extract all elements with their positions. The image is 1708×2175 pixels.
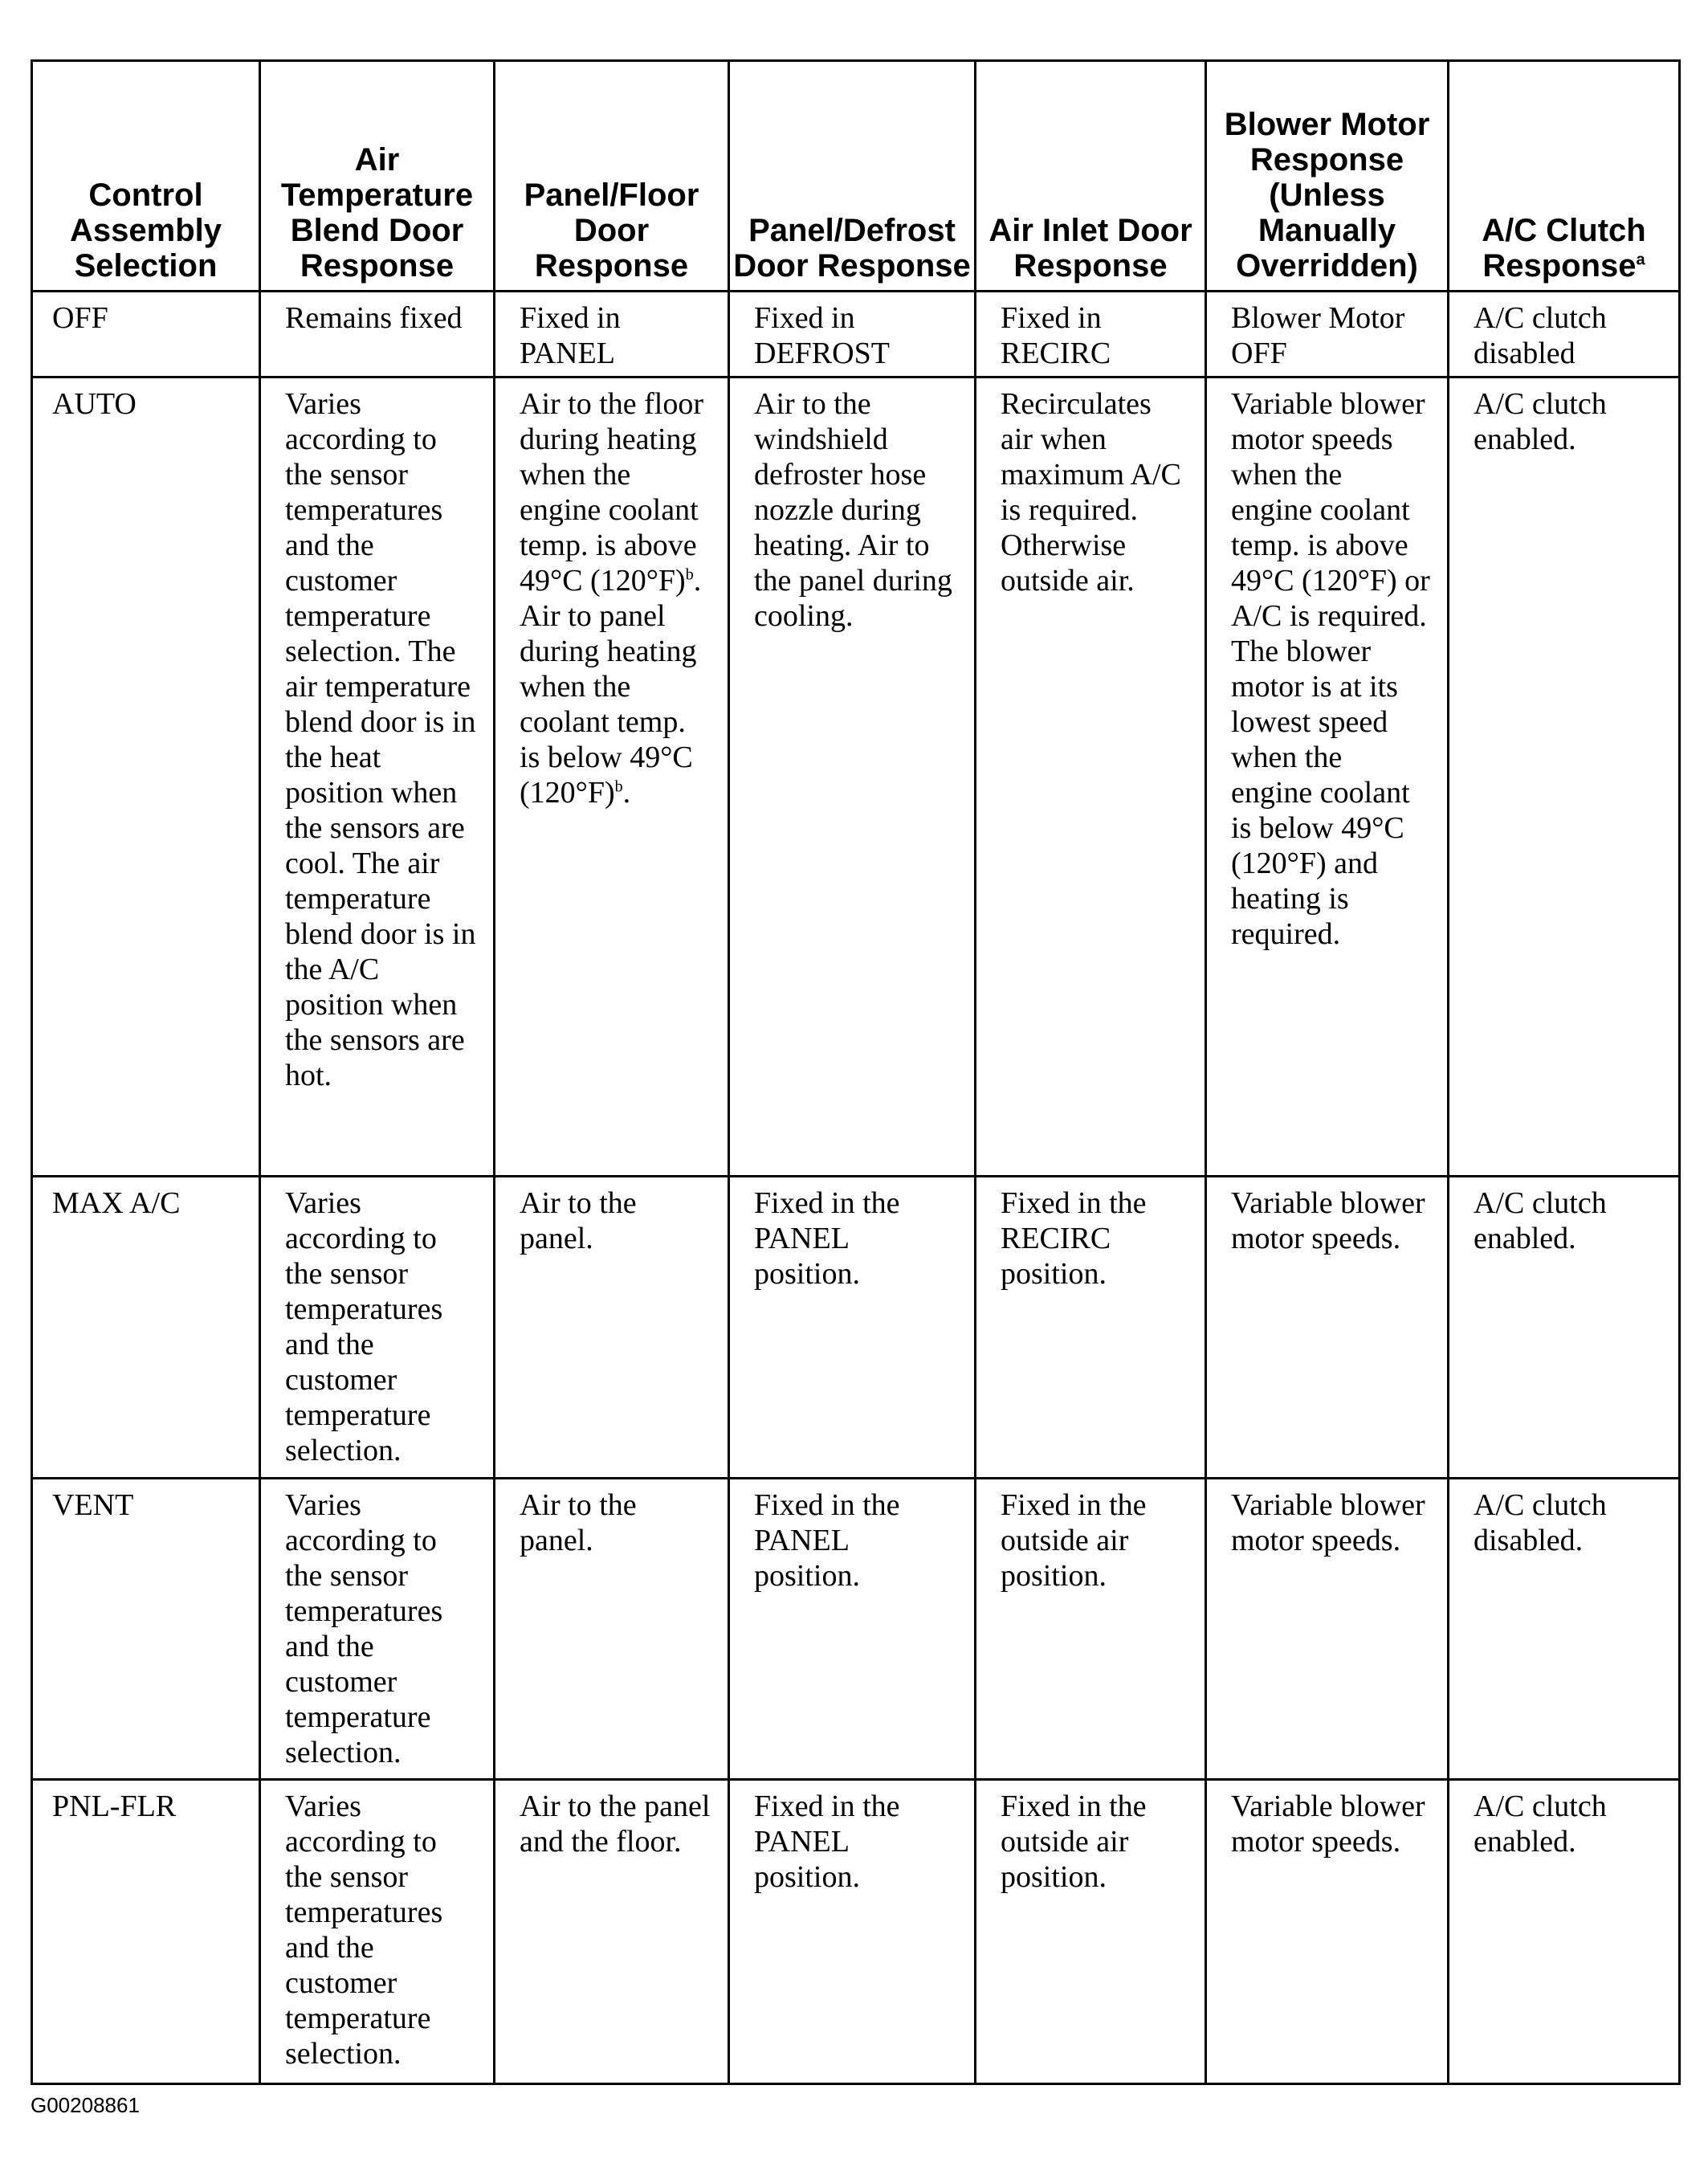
cell-air-inlet: Recirculates air when maximum A/C is required. Otherwise outside air. (976, 377, 1206, 1177)
header-air-inlet-door-response: Air Inlet Door Response (976, 61, 1206, 292)
cell-blower: Variable blower motor speeds when the engine coolant temp. is above 49°C (120°F) or A/C is required. The blower motor is at its lowest speed when the engine coolant is below 49°C (120°F) and heating is required. (1206, 377, 1449, 1177)
table-row (32, 377, 1680, 1177)
cell-panel-floor (495, 377, 729, 1177)
cell-air-inlet: Fixed in the RECIRC position. (976, 1176, 1206, 1478)
cell-text: . (622, 776, 631, 810)
cell-selection: MAX A/C (32, 1176, 260, 1478)
cell-ac-clutch: A/C clutch enabled. (1449, 377, 1680, 1177)
cell-air-inlet: Fixed in RECIRC (976, 292, 1206, 377)
table-row (32, 1478, 1680, 1780)
cell-text: . Air to panel during heating when the coolant temp. is below 49°C (120°F) (520, 564, 702, 810)
header-panel-floor-door-response: Panel/Floor Door Response (495, 61, 729, 292)
cell-blend: Remains fixed (260, 292, 495, 377)
cell-ac-clutch: A/C clutch enabled. (1449, 1780, 1680, 2084)
cell-blend: Varies according to the sensor temperatures and the customer temperature selection. The air temperature blend door is in the heat position when the sensors are cool. The air temperature blend door is in the A/C position when the sensors are hot. (260, 377, 495, 1177)
table-row (32, 292, 1680, 377)
cell-text: Air to the floor during heating when the engine coolant temp. is above 49°C (120°F) (520, 387, 704, 598)
header-panel-defrost-door-response: Panel/Defrost Door Response (729, 61, 976, 292)
cell-selection: VENT (32, 1478, 260, 1780)
cell-air-inlet: Fixed in the outside air position. (976, 1478, 1206, 1780)
cell-panel-defrost: Air to the windshield defroster hose nozzle during heating. Air to the panel during cooling. (729, 377, 976, 1177)
cell-ac-clutch: A/C clutch enabled. (1449, 1176, 1680, 1478)
climate-control-table (31, 59, 1681, 2085)
footnote-marker-a: a (1636, 251, 1645, 269)
header-blend-door-response: Air Temperature Blend Door Response (260, 61, 495, 292)
table-container (31, 59, 1678, 2085)
cell-selection: AUTO (32, 377, 260, 1177)
figure-code: G00208861 (31, 2093, 140, 2117)
cell-panel-defrost: Fixed in the PANEL position. (729, 1478, 976, 1780)
header-ac-clutch-response (1449, 61, 1680, 292)
footnote-marker-b: b (685, 565, 694, 584)
cell-panel-floor: Fixed in PANEL (495, 292, 729, 377)
cell-panel-defrost: Fixed in the PANEL position. (729, 1780, 976, 2084)
header-control-assembly-selection: Control Assembly Selection (32, 61, 260, 292)
cell-blend: Varies according to the sensor temperatures and the customer temperature selection. (260, 1478, 495, 1780)
cell-panel-floor: Air to the panel and the floor. (495, 1780, 729, 2084)
header-row (32, 61, 1680, 292)
cell-selection: OFF (32, 292, 260, 377)
cell-blower: Variable blower motor speeds. (1206, 1780, 1449, 2084)
header-blower-motor-response: Blower Motor Response (Unless Manually Overridden) (1206, 61, 1449, 292)
cell-blower: Blower Motor OFF (1206, 292, 1449, 377)
table-row (32, 1176, 1680, 1478)
table-row (32, 1780, 1680, 2084)
cell-panel-floor: Air to the panel. (495, 1176, 729, 1478)
footnote-marker-b: b (614, 777, 623, 796)
cell-blend: Varies according to the sensor temperatures and the customer temperature selection. (260, 1176, 495, 1478)
cell-blower: Variable blower motor speeds. (1206, 1176, 1449, 1478)
cell-selection: PNL-FLR (32, 1780, 260, 2084)
cell-blower: Variable blower motor speeds. (1206, 1478, 1449, 1780)
cell-panel-defrost: Fixed in DEFROST (729, 292, 976, 377)
cell-air-inlet: Fixed in the outside air position. (976, 1780, 1206, 2084)
header-ac-clutch-label: A/C Clutch Response (1482, 213, 1646, 284)
cell-blend: Varies according to the sensor temperatures and the customer temperature selection. (260, 1780, 495, 2084)
cell-panel-floor: Air to the panel. (495, 1478, 729, 1780)
cell-ac-clutch: A/C clutch disabled (1449, 292, 1680, 377)
cell-panel-defrost: Fixed in the PANEL position. (729, 1176, 976, 1478)
cell-ac-clutch: A/C clutch disabled. (1449, 1478, 1680, 1780)
